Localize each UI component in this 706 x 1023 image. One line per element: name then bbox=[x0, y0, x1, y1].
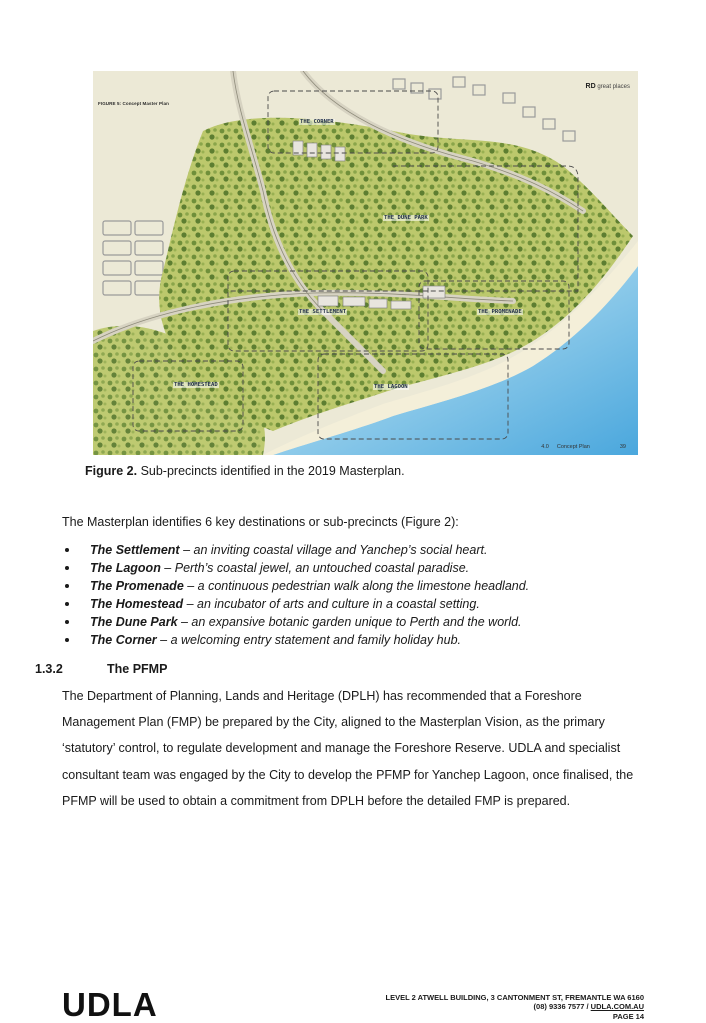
bullet-name: The Settlement bbox=[90, 543, 180, 557]
list-item bbox=[62, 577, 529, 595]
bullet-name: The Promenade bbox=[90, 579, 184, 593]
sub-precinct-list bbox=[62, 541, 529, 649]
intro-paragraph: The Masterplan identifies 6 key destinations or sub-precincts (Figure 2): bbox=[62, 515, 459, 529]
precinct-label-corner: THE CORNER bbox=[300, 119, 334, 125]
figure-footer-page: 39 bbox=[619, 444, 626, 450]
bullet-desc: – an inviting coastal village and Yanchep’s social heart. bbox=[179, 543, 488, 557]
section-number: 1.3.2 bbox=[35, 662, 63, 676]
section-title: The PFMP bbox=[107, 662, 168, 676]
precinct-label-dune-park: THE DUNE PARK bbox=[384, 215, 428, 221]
list-item bbox=[62, 631, 529, 649]
precinct-label-homestead: THE HOMESTEAD bbox=[174, 382, 218, 388]
footer-website-link[interactable]: UDLA.COM.AU bbox=[590, 1002, 644, 1012]
bullet-desc: – Perth’s coastal jewel, an untouched coastal paradise. bbox=[160, 561, 470, 575]
figure-footer-title: Concept Plan bbox=[556, 444, 590, 450]
bullet-desc: – an incubator of arts and culture in a coastal setting. bbox=[183, 597, 480, 611]
footer-contact bbox=[386, 1002, 645, 1011]
figure-caption bbox=[85, 464, 405, 478]
bullet-desc: – a continuous pedestrian walk along the limestone headland. bbox=[183, 579, 530, 593]
footer-page-number: PAGE 14 bbox=[612, 1011, 644, 1021]
footer-address-block bbox=[386, 993, 645, 1021]
caption-text: Sub-precincts identified in the 2019 Masterplan. bbox=[137, 464, 405, 478]
figure-footer-section: 4.0 bbox=[541, 444, 549, 450]
caption-label: Figure 2. bbox=[85, 464, 138, 478]
pfmp-paragraph bbox=[62, 683, 652, 814]
list-item bbox=[62, 559, 529, 577]
footer-separator: / bbox=[584, 1002, 591, 1012]
bullet-name: The Dune Park bbox=[90, 615, 178, 629]
list-item bbox=[62, 541, 529, 559]
footer-phone: (08) 9336 7577 bbox=[533, 1002, 585, 1012]
figure-inset-label: FIGURE 5: Concept Master Plan bbox=[98, 101, 169, 106]
logo-text: great places bbox=[597, 84, 630, 90]
paragraph-line: The Department of Planning, Lands and Heritage (DPLH) has recommended that a Foreshore bbox=[62, 689, 582, 703]
list-item bbox=[62, 613, 529, 631]
bullet-name: The Corner bbox=[90, 633, 157, 647]
paragraph-line: ‘statutory’ control, to regulate development and manage the Foreshore Reserve. UDLA and specialist bbox=[62, 741, 621, 756]
paragraph-line: consultant team was engaged by the City to develop the PFMP for Yanchep Lagoon, once finalised, the bbox=[62, 767, 634, 782]
bullet-name: The Homestead bbox=[90, 597, 184, 611]
bullet-desc: – an expansive botanic garden unique to Perth and the world. bbox=[177, 615, 522, 629]
precinct-label-settlement: THE SETTLEMENT bbox=[299, 309, 347, 315]
paragraph-line: PFMP will be used to obtain a commitment from DPLH before the detailed FMP is prepared. bbox=[62, 793, 571, 808]
paragraph-line: Management Plan (FMP) be prepared by the City, aligned to the Masterplan Vision, as the primary bbox=[62, 715, 605, 730]
masterplan-figure bbox=[93, 71, 638, 455]
bullet-desc: – a welcoming entry statement and family holiday hub. bbox=[156, 633, 462, 647]
bullet-name: The Lagoon bbox=[90, 561, 161, 575]
logo-mark: RD bbox=[585, 83, 596, 90]
precinct-label-lagoon: THE LAGOON bbox=[374, 384, 408, 390]
figure-footer bbox=[541, 444, 626, 450]
masterplan-map bbox=[93, 71, 638, 455]
udla-logo: UDLA bbox=[62, 986, 158, 1023]
list-item bbox=[62, 595, 529, 613]
figure-logo bbox=[586, 83, 630, 90]
footer-address: LEVEL 2 ATWELL BUILDING, 3 CANTONMENT ST, FREMANTLE WA 6160 bbox=[385, 993, 644, 1002]
precinct-label-promenade: THE PROMENADE bbox=[478, 309, 522, 315]
